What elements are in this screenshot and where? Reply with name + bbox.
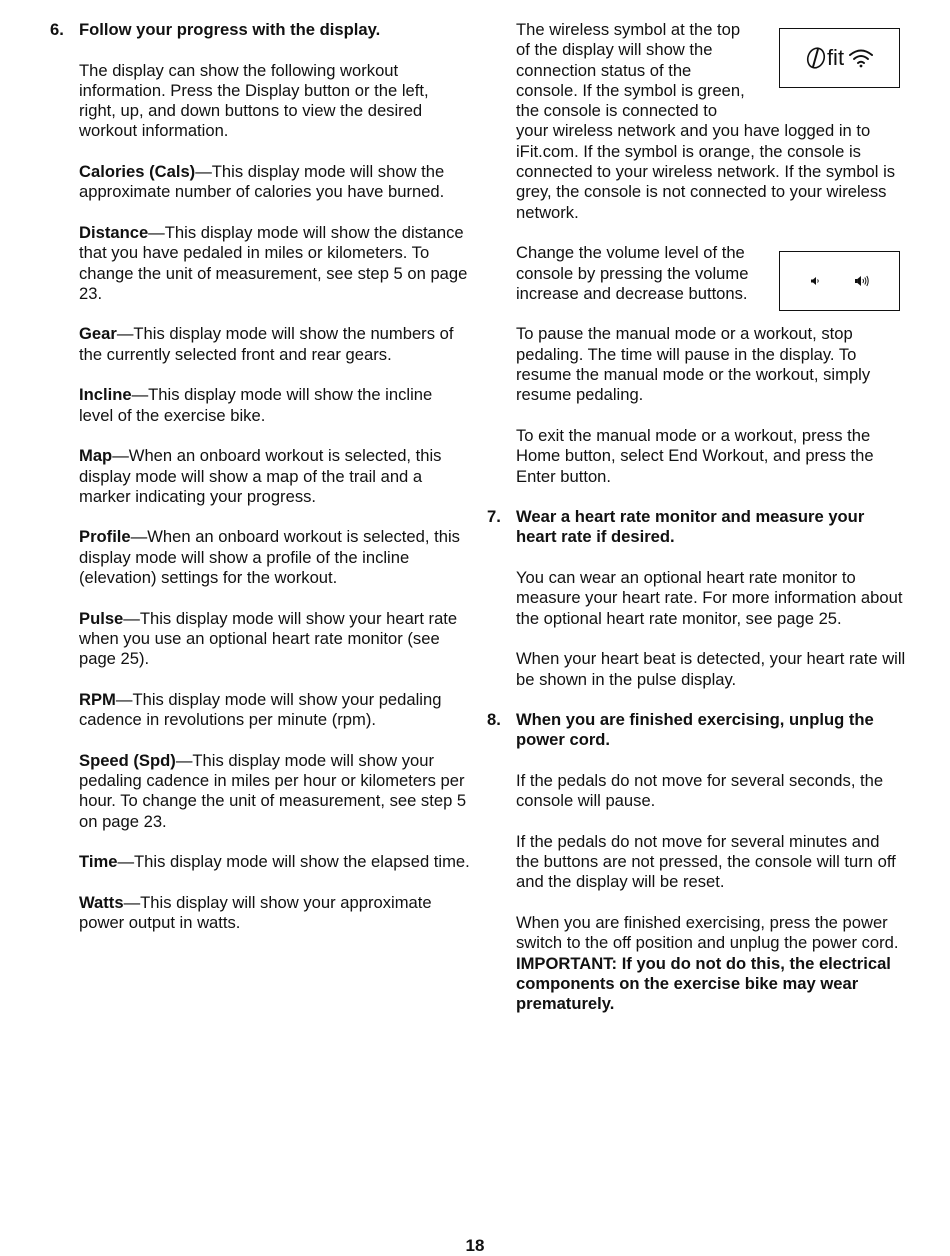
mode-term: Profile (79, 527, 131, 547)
mode-gear (79, 324, 470, 365)
mode-text: —This display mode will show your pedaling cadence in miles per hour or kilometers per hour. To change the unit of measurement, see step 5 on page 23. (79, 750, 467, 831)
mode-pulse (79, 609, 470, 670)
step-8 (487, 710, 907, 1014)
plain-text: When you are finished exercising, press the power switch to the off position and unplug the power cord. (516, 913, 899, 953)
ifit-i-mark (805, 45, 827, 71)
step-paragraph: If the pedals do not move for several minutes and the buttons are not pressed, the console will turn off and the display will be reset. (516, 831, 896, 892)
mode-term: Incline (79, 385, 132, 405)
mode-term: RPM (79, 689, 116, 709)
volume-up-icon (854, 274, 870, 288)
mode-term: Pulse (79, 608, 124, 628)
ifit-logo (805, 45, 874, 71)
mode-time (79, 852, 470, 872)
ifit-display-figure (779, 28, 900, 88)
volume-icons (810, 274, 870, 288)
step-intro: The display can show the following workout information. Press the Display button or the left, right, up, and down buttons to view the desired workout information. (79, 60, 429, 141)
step-paragraph: If the pedals do not move for several seconds, the console will pause. (516, 770, 884, 811)
step-6 (50, 20, 470, 933)
mode-text: —When an onboard workout is selected, this display mode will show a map of the trail and a marker indicating your progress. (79, 446, 442, 506)
step-paragraph-important (516, 913, 907, 1014)
step-paragraph: You can wear an optional heart rate monitor to measure your heart rate. For more information about the optional heart rate monitor, see page 25. (516, 568, 903, 628)
step-paragraph: When your heart beat is detected, your heart rate will be shown in the pulse display. (516, 649, 906, 689)
mode-term: Calories (Cals) (79, 162, 196, 182)
ifit-fit-text: fit (826, 45, 845, 70)
mode-text: —This display mode will show the approximate number of calories you have burned. (79, 162, 445, 202)
step-title: Wear a heart rate monitor and measure your heart rate if desired. (516, 507, 865, 547)
step-number: 6. (50, 20, 64, 39)
exit-paragraph: To exit the manual mode or a workout, press the Home button, select End Workout, and press the Enter button. (516, 425, 874, 486)
mode-speed (79, 751, 470, 832)
important-warning: IMPORTANT: If you do not do this, the electrical components on the exercise bike may wear prematurely. (516, 953, 891, 1014)
mode-text: —This display mode will show the elapsed time. (117, 852, 470, 872)
mode-term: Map (79, 446, 113, 466)
mode-text: —This display mode will show the incline level of the exercise bike. (79, 385, 433, 425)
wifi-icon (848, 48, 874, 68)
ifit-logo-text (805, 45, 844, 71)
step-number: 7. (487, 507, 501, 527)
pause-paragraph: To pause the manual mode or a workout, stop pedaling. The time will pause in the display. To resume the manual mode or the workout, simply resume pedaling. (516, 324, 871, 405)
mode-text: —This display mode will show your heart rate when you use an optional heart rate monitor (see page 25). (79, 608, 458, 669)
mode-distance (79, 223, 470, 304)
step-number: 8. (487, 710, 501, 730)
mode-term: Speed (Spd) (79, 750, 176, 770)
volume-down-icon (810, 276, 820, 286)
mode-term: Gear (79, 324, 117, 344)
right-column (487, 20, 907, 1035)
volume-paragraph: Change the volume level of the console by pressing the volume increase and decrease buttons. (516, 243, 749, 303)
page-number: 18 (465, 1236, 485, 1255)
mode-text: —This display mode will show the distance that you have pedaled in miles or kilometers. To change the unit of measurement, see step 5 on page 23. (79, 222, 468, 303)
wireless-paragraph-rest: your wireless network and you have logged in to iFit.com. If the symbol is orange, the console is connected to your wireless network. If the symbol is grey, the console is not connected to your wireless network. (516, 121, 896, 222)
mode-calories (79, 162, 470, 203)
step-7 (487, 507, 907, 690)
volume-buttons-figure (779, 251, 900, 311)
mode-incline (79, 385, 470, 426)
mode-text: —This display will show your approximate power output in watts. (79, 892, 432, 933)
mode-watts (79, 893, 470, 934)
step-title: When you are finished exercising, unplug the power cord. (516, 710, 874, 750)
mode-map (79, 446, 470, 507)
mode-text: —When an onboard workout is selected, this display mode will show a profile of the incline (elevation) settings for the workout. (79, 527, 460, 588)
mode-term: Watts (79, 892, 124, 912)
mode-term: Time (79, 852, 118, 872)
mode-term: Distance (79, 222, 149, 242)
step-title: Follow your progress with the display. (79, 20, 381, 39)
mode-text: —This display mode will show your pedaling cadence in revolutions per minute (rpm). (79, 689, 442, 730)
mode-text: —This display mode will show the numbers of the currently selected front and rear gears. (79, 324, 454, 364)
left-column (50, 20, 470, 954)
mode-profile (79, 527, 470, 588)
mode-rpm (79, 690, 470, 731)
wireless-paragraph-start: The wireless symbol at the top of the display will show the connection status of the console. If the symbol is green, the console is connected to (516, 20, 745, 121)
